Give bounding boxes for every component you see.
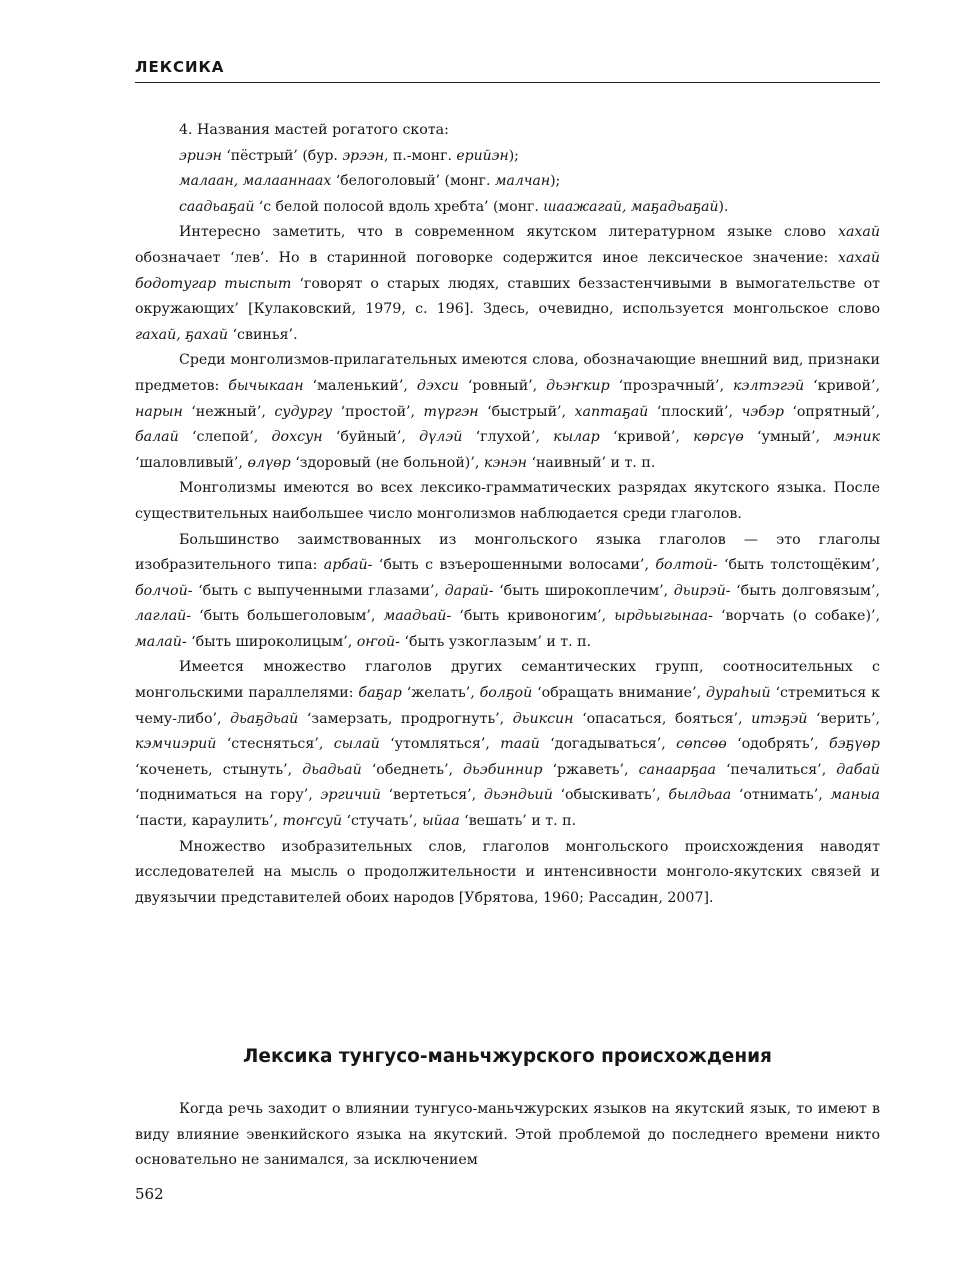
paragraph: Большинство заимствованных из монгольского языка глаголов — это глаголы изобразительного типа: арбай- ‘быть с взъерошенными волосами’, болтой- ‘быть толстощёким’, болчой- ‘быть с выпученными глазами’, дарай- ‘быть широкоплечим’, дьирэй- ‘быть долговязым’, лаглай- ‘быть большеголовым’, маадьай- ‘быть кривоногим’, ырдьыгынаа- ‘ворчать (о собаке)’, малай- ‘быть широколицым’, оҥой- ‘быть узкоглазым’ и т. п. [135,531,881,650]
running-head: ЛЕКСИКА [135,58,880,83]
list-item: эриэн ‘пёстрый’ (бур. эрээн, п.-монг. ерийэн); [179,147,519,164]
section-text [135,1097,880,1174]
coat-color-list [179,118,880,220]
paragraph: Множество изобразительных слов, глаголов монгольского происхождения наводят исследователей на мысль о продолжительности и интенсивности монголо-якутских связей и двуязычии представителей обоих народов [Убрятова, 1960; Рассадин, 2007]. [135,838,880,906]
body-text [135,118,880,911]
paragraph: Имеется множество глаголов других семантических групп, соотносительных с монгольскими параллелями: баҕар ‘желать’, болҕой ‘обращать внимание’, дураһый ‘стремиться к чему-либо’, дьаҕдьай ‘замерзать, продрогнуть’, дьиксин ‘опасаться, бояться’, итэҕэй ‘верить’, кэмчиэрий ‘стесняться’, сылай ‘утомляться’, таай ‘догадываться’, сөпсөө ‘одобрять’, бэҕүөр ‘коченеть, стынуть’, дьадьай ‘обеднеть’, дьэбиннир ‘ржаветь’, санаарҕаа ‘печалиться’, дабай ‘подниматься на гору’, эргичий ‘вертеться’, дьэндьий ‘обыскивать’, былдьаа ‘отнимать’, маныа ‘пасти, караулить’, тоҥсуй ‘стучать’, ыйаа ‘вешать’ и т. п. [135,659,881,830]
list-item: малаан, малааннаах ‘белоголовый’ (монг. малчан); [179,173,561,190]
page-number: 562 [135,1185,164,1203]
paragraph: Монголизмы имеются во всех лексико-грамматических разрядах якутского языка. После существительных наибольшее число монголизмов наблюдается среди глаголов. [135,480,880,522]
paragraph: Когда речь заходит о влиянии тунгусо-маньчжурских языков на якутский язык, то имеют в виду влияние эвенкийского языка на якутский. Этой проблемой до последнего времени никто основательно не занимался, за исключением [135,1101,880,1169]
paragraph: Интересно заметить, что в современном якутском литературном языке слово хахай обозначает ‘лев’. Но в старинной поговорке содержится иное лексическое значение: хахай бодотугар тыспыт ‘говорят о старых людях, ставших беззастенчивыми в вымогательстве от окружающих’ [Кулаковский, 1979, с. 196]. Здесь, очевидно, используется монгольское слово гахай, ҕахай ‘свинья’. [135,224,880,343]
list-heading: 4. Названия мастей рогатого скота: [179,122,449,138]
list-item: саадьаҕай ‘с белой полосой вдоль хребта’ (монг. шаажагай, маҕадьаҕай). [179,198,729,215]
section-title: Лексика тунгусо-маньчжурского происхождения [243,1046,772,1067]
paragraph: Среди монголизмов-прилагательных имеются слова, обозначающие внешний вид, признаки предметов: бычыкаан ‘маленький’, дэхси ‘ровный’, дьэҥкир ‘прозрачный’, кэлтэгэй ‘кривой’, нарын ‘нежный’, судургу ‘простой’, түргэн ‘быстрый’, хаптаҕай ‘плоский’, чэбэр ‘опрятный’, балай ‘слепой’, дохсун ‘буйный’, дүлэй ‘глухой’, кылар ‘кривой’, көрсүө ‘умный’, мэник ‘шаловливый’, өлүөр ‘здоровый (не больной)’, кэнэн ‘наивный’ и т. п. [135,352,881,471]
